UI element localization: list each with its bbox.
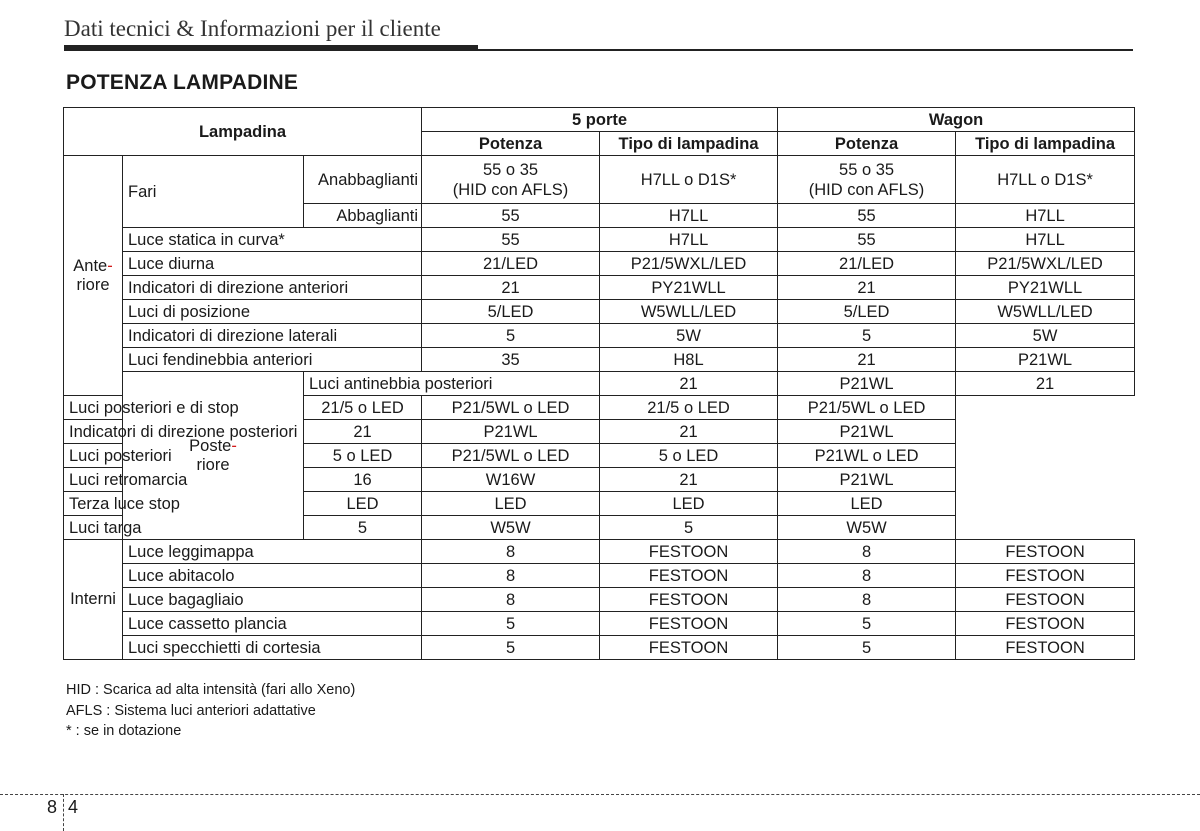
tipo-5p: FESTOON	[600, 564, 778, 588]
row-label: Indicatori di direzione anteriori	[123, 276, 422, 300]
row-label: Indicatori di direzione posteriori	[64, 420, 304, 444]
group-anteriore-dash: -	[107, 256, 113, 275]
tipo-5p: P21/5WL o LED	[422, 396, 600, 420]
potenza-wagon: 5	[600, 516, 778, 540]
row-label: Luci antinebbia posteriori	[304, 372, 600, 396]
abbaglianti-tipo-5p: H7LL	[600, 204, 778, 228]
table-row	[64, 228, 1135, 252]
tipo-wagon: FESTOON	[956, 588, 1135, 612]
tipo-wagon: P21/5WL o LED	[778, 396, 956, 420]
tipo-5p: FESTOON	[600, 588, 778, 612]
tipo-wagon: P21WL	[778, 420, 956, 444]
tipo-5p: P21WL	[422, 420, 600, 444]
potenza-wagon: 21	[600, 420, 778, 444]
row-label: Luce leggimappa	[123, 540, 422, 564]
table-row	[64, 420, 1135, 444]
tipo-5p: W5WLL/LED	[600, 300, 778, 324]
row-label: Luce diurna	[123, 252, 422, 276]
tipo-5p: W5W	[422, 516, 600, 540]
table-row	[64, 564, 1135, 588]
table-row	[64, 252, 1135, 276]
tipo-5p: LED	[422, 492, 600, 516]
potenza-5p: 55	[422, 228, 600, 252]
header-wagon: Wagon	[778, 108, 1135, 132]
header-potenza-wagon: Potenza	[778, 132, 956, 156]
potenza-5p: 5	[304, 516, 422, 540]
abbaglianti-label: Abbaglianti	[304, 204, 422, 228]
table-row	[64, 156, 1135, 204]
header-rule-thin	[64, 49, 1133, 51]
group-anteriore-part2: riore	[76, 275, 110, 294]
potenza-wagon: 55	[778, 228, 956, 252]
potenza-wagon: 5/LED	[778, 300, 956, 324]
note-hid: HID : Scarica ad alta intensità (fari allo Xeno)	[66, 682, 356, 698]
row-label: Luci retromarcia	[64, 468, 304, 492]
row-label: Luce statica in curva*	[123, 228, 422, 252]
table-row	[64, 588, 1135, 612]
note-afls: AFLS : Sistema luci anteriori adattative	[66, 702, 316, 719]
table-row	[64, 516, 1135, 540]
table-row	[64, 636, 1135, 660]
abbaglianti-potenza-5p: 55	[422, 204, 600, 228]
fari-label: Fari	[123, 156, 304, 228]
table-row	[64, 324, 1135, 348]
note-dotazione: * : se in dotazione	[66, 723, 182, 739]
table-row	[64, 540, 1135, 564]
tipo-wagon: W5WLL/LED	[956, 300, 1135, 324]
header-tipo-5p: Tipo di lampadina	[600, 132, 778, 156]
tipo-5p: P21/5WXL/LED	[600, 252, 778, 276]
row-label: Luci posteriori e di stop	[64, 396, 304, 420]
table-row	[64, 300, 1135, 324]
potenza-wagon: 21/LED	[778, 252, 956, 276]
potenza-wagon: 21	[600, 468, 778, 492]
abbaglianti-potenza-wagon: 55	[778, 204, 956, 228]
potenza-5p: 5	[422, 324, 600, 348]
tipo-wagon: 5W	[956, 324, 1135, 348]
potenza-5p: LED	[304, 492, 422, 516]
row-label: Luci di posizione	[123, 300, 422, 324]
potenza-5p: 8	[422, 540, 600, 564]
tipo-wagon: H7LL	[956, 228, 1135, 252]
potenza-5p: 5	[422, 612, 600, 636]
section-title: POTENZA LAMPADINE	[66, 71, 299, 94]
table-row	[64, 348, 1135, 372]
tipo-5p: FESTOON	[600, 540, 778, 564]
anabbaglianti-potenza-wagon	[778, 156, 956, 204]
potenza-wagon: 21/5 o LED	[600, 396, 778, 420]
tipo-wagon: FESTOON	[956, 540, 1135, 564]
potenza-5p: 21/LED	[422, 252, 600, 276]
potenza-wagon: 21	[778, 276, 956, 300]
anabbaglianti-tipo-5p: H7LL o D1S*	[600, 156, 778, 204]
footnotes	[66, 680, 355, 742]
page-number-separator	[63, 794, 64, 831]
potenza-5p: 16	[304, 468, 422, 492]
tipo-wagon: P21/5WXL/LED	[956, 252, 1135, 276]
tipo-5p: H8L	[600, 348, 778, 372]
header-5-porte: 5 porte	[422, 108, 778, 132]
table-row	[64, 372, 1135, 396]
potenza-wagon: 8	[778, 564, 956, 588]
page-number-chapter: 8	[47, 797, 58, 817]
tipo-wagon: FESTOON	[956, 636, 1135, 660]
anabbaglianti-tipo-wagon: H7LL o D1S*	[956, 156, 1135, 204]
tipo-wagon: FESTOON	[956, 564, 1135, 588]
potenza-5p: 21/5 o LED	[304, 396, 422, 420]
potenza-wagon: 5	[778, 324, 956, 348]
group-posteriore-part2: riore	[196, 455, 230, 474]
potenza-wagon: 21	[956, 372, 1135, 396]
group-anteriore	[64, 156, 123, 396]
potenza-5p: 8	[422, 564, 600, 588]
potenza-5p: 5/LED	[422, 300, 600, 324]
row-label: Luci fendinebbia anteriori	[123, 348, 422, 372]
potenza-5p: 8	[422, 588, 600, 612]
potenza-5p: 21	[600, 372, 778, 396]
row-label: Terza luce stop	[64, 492, 304, 516]
tipo-5p: 5W	[600, 324, 778, 348]
row-label: Indicatori di direzione laterali	[123, 324, 422, 348]
page-header-title: Dati tecnici & Informazioni per il cliente	[64, 16, 441, 41]
potenza-wagon: 5	[778, 636, 956, 660]
tipo-wagon: PY21WLL	[956, 276, 1135, 300]
tipo-5p: PY21WLL	[600, 276, 778, 300]
anabbaglianti-p5-line2: (HID con AFLS)	[452, 180, 569, 199]
tipo-5p: H7LL	[600, 228, 778, 252]
table-row	[64, 276, 1135, 300]
table-header-row-1	[64, 108, 1135, 132]
tipo-5p: W16W	[422, 468, 600, 492]
anabbaglianti-p5-line1: 55 o 35	[483, 160, 539, 179]
potenza-5p: 21	[304, 420, 422, 444]
group-interni: Interni	[64, 540, 123, 660]
anabbaglianti-pw-line1: 55 o 35	[839, 160, 895, 179]
tipo-wagon: P21WL	[956, 348, 1135, 372]
tipo-wagon: FESTOON	[956, 612, 1135, 636]
potenza-5p: 5 o LED	[304, 444, 422, 468]
potenza-wagon: 5 o LED	[600, 444, 778, 468]
group-posteriore-dash: -	[231, 436, 237, 455]
anabbaglianti-potenza-5p	[422, 156, 600, 204]
header-potenza-5p: Potenza	[422, 132, 600, 156]
group-posteriore-part1: Poste	[189, 436, 232, 455]
potenza-wagon: 21	[778, 348, 956, 372]
potenza-wagon: LED	[600, 492, 778, 516]
abbaglianti-tipo-wagon: H7LL	[956, 204, 1135, 228]
table-row	[64, 492, 1135, 516]
table-row	[64, 396, 1135, 420]
tipo-5p: FESTOON	[600, 636, 778, 660]
header-tipo-wagon: Tipo di lampadina	[956, 132, 1135, 156]
row-label: Luce abitacolo	[123, 564, 422, 588]
table-row	[64, 612, 1135, 636]
page-number-page: 4	[68, 797, 79, 817]
group-anteriore-part1: Ante	[73, 256, 108, 275]
tipo-5p: FESTOON	[600, 612, 778, 636]
anabbaglianti-pw-line2: (HID con AFLS)	[808, 180, 925, 199]
anabbaglianti-label: Anabbaglianti	[304, 156, 422, 204]
row-label: Luce cassetto plancia	[123, 612, 422, 636]
potenza-5p: 5	[422, 636, 600, 660]
tipo-wagon: W5W	[778, 516, 956, 540]
tipo-wagon: LED	[778, 492, 956, 516]
tipo-5p: P21/5WL o LED	[422, 444, 600, 468]
tipo-wagon: P21WL o LED	[778, 444, 956, 468]
potenza-wagon: 8	[778, 540, 956, 564]
header-lampadina: Lampadina	[64, 108, 422, 156]
potenza-5p: 35	[422, 348, 600, 372]
potenza-wagon: 8	[778, 588, 956, 612]
footer-dashed-line	[0, 794, 1200, 795]
row-label: Luci specchietti di cortesia	[123, 636, 422, 660]
potenza-5p: 21	[422, 276, 600, 300]
row-label: Luci posteriori	[64, 444, 304, 468]
row-label: Luce bagagliaio	[123, 588, 422, 612]
potenza-wagon: 5	[778, 612, 956, 636]
row-label: Luci targa	[64, 516, 304, 540]
tipo-wagon: P21WL	[778, 468, 956, 492]
bulb-table	[63, 107, 1135, 660]
tipo-5p: P21WL	[778, 372, 956, 396]
